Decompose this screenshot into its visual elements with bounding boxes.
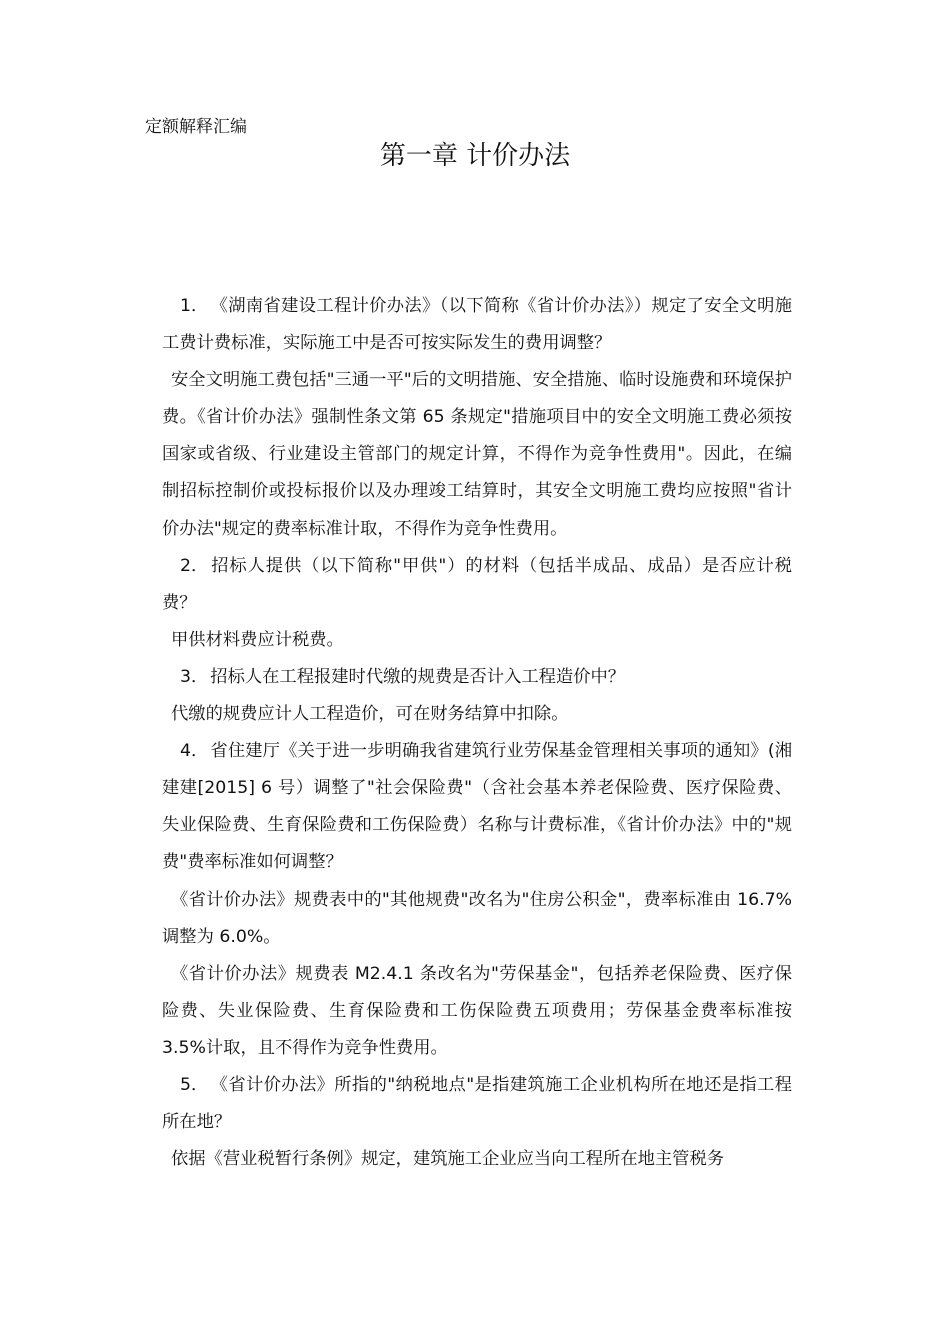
- question-number: 1．: [180, 296, 209, 316]
- answer-paragraph: 代缴的规费应计人工程造价，可在财务结算中扣除。: [171, 704, 569, 725]
- question-number: 3．: [180, 666, 209, 687]
- question-paragraph: [162, 1067, 792, 1141]
- document-body: [162, 288, 792, 1178]
- question-text: 《省计价办法》所指的"纳税地点"是指建筑施工企业机构所在地还是指工程所在地？: [162, 1074, 792, 1133]
- chapter-title: 第一章 计价办法: [379, 141, 571, 171]
- answer-paragraph: 甲供材料费应计税费。: [171, 629, 344, 650]
- answer-paragraph: 依据《营业税暂行条例》规定，建筑施工企业应当向工程所在地主管税务: [171, 1149, 725, 1170]
- question-number: 5．: [180, 1074, 209, 1095]
- answer-paragraph: 安全文明施工费包括"三通一平"后的文明措施、安全措施、临时设施费和环境保护费。《省计价办法》强制性条文第 65 条规定"措施项目中的安全文明施工费必须按国家或省级、行业建设主管部门的规定计算，不得作为竞争性费用"。因此，在编制招标控制价或投标报价以及办理竣工结算时，其安全文明施工费均应按照"省计价办法"规定的费率标准计取，不得作为竞争性费用。: [162, 370, 792, 539]
- question-text: 省住建厅《关于进一步明确我省建筑行业劳保基金管理相关事项的通知》(湘建建[2015] 6 号）调整了"社会保险费"（含社会基本养老保险费、医疗保险费、失业保险费、生育保险费和工伤保险费）名称与计费标准，《省计价办法》中的"规费"费率标准如何调整？: [162, 741, 792, 873]
- question-paragraph: [162, 733, 792, 881]
- question-text: 《湖南省建设工程计价办法》（以下简称《省计价办法》）规定了安全文明施工费计费标准，实际施工中是否可按实际发生的费用调整？: [162, 296, 792, 354]
- answer-paragraph: 《省计价办法》规费表 M2.4.1 条改名为"劳保基金"，包括养老保险费、医疗保险费、失业保险费、生育保险费和工伤保险费五项费用；劳保基金费率标准按 3.5%计取，且不得作为竞争性费用。: [162, 963, 792, 1058]
- question-paragraph: [162, 659, 792, 696]
- question-text: 招标人在工程报建时代缴的规费是否计入工程造价中？: [210, 666, 626, 687]
- question-text: 招标人提供（以下简称"甲供"）的材料（包括半成品、成品）是否应计税费？: [162, 555, 792, 613]
- question-number: 4．: [180, 741, 209, 762]
- question-paragraph: [162, 288, 792, 362]
- question-number: 2．: [180, 555, 209, 576]
- question-paragraph: [162, 548, 792, 622]
- answer-paragraph: 《省计价办法》规费表中的"其他规费"改名为"住房公积金"，费率标准由 16.7%调整为 6.0%。: [162, 889, 792, 947]
- document-label: 定额解释汇编: [145, 117, 247, 137]
